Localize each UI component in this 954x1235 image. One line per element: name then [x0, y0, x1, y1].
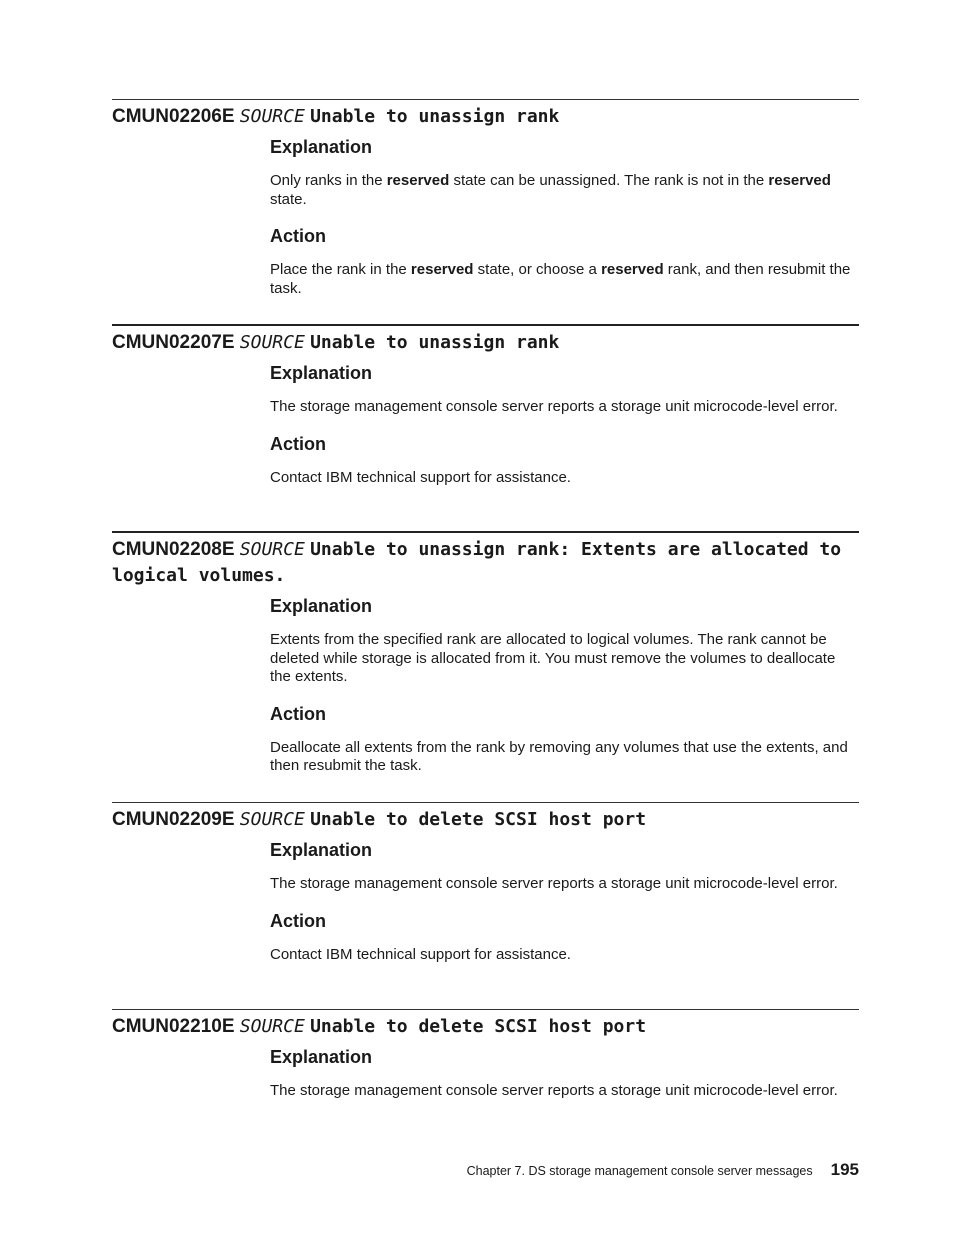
divider	[112, 99, 859, 100]
text-run: The storage management console server reports a storage unit microcode-level error.	[270, 398, 838, 415]
text-run: state.	[270, 190, 307, 208]
message-heading	[112, 330, 859, 356]
chapter-title: Chapter 7. DS storage management console server messages	[466, 1164, 813, 1178]
action-label: Action	[270, 703, 326, 724]
message-heading	[112, 104, 859, 130]
message-heading	[112, 1014, 859, 1040]
divider	[112, 1009, 859, 1010]
message-code: CMUN02210E	[112, 1016, 235, 1037]
message-block-cmun02210e	[112, 1009, 859, 1101]
text-run: Extents from the specified rank are allocated to logical volumes. The rank cannot be deleted while storage is allocated from it. You must remove the volumes to deallocate the extents.	[270, 631, 836, 685]
text-run: Only ranks in the	[270, 172, 387, 189]
action-section	[270, 910, 859, 965]
emphasis-term: reserved	[601, 261, 664, 278]
explanation-text	[270, 631, 859, 687]
action-text	[270, 261, 859, 298]
explanation-text	[270, 1082, 859, 1101]
explanation-section	[270, 839, 859, 894]
message-heading	[112, 537, 859, 589]
action-label: Action	[270, 226, 326, 246]
text-run: state can be unassigned. The rank is not in the	[449, 172, 769, 189]
action-label: Action	[270, 910, 326, 931]
text-run: Deallocate all extents from the rank by removing any volumes that use the extents, and then resubmit the task.	[270, 738, 848, 774]
message-title: Unable to unassign rank: Extents are allocated to logical volumes.	[112, 539, 842, 586]
message-block-cmun02207e	[112, 324, 859, 487]
text-run: The storage management console server reports a storage unit microcode-level error.	[270, 875, 838, 892]
emphasis-term: reserved	[768, 172, 831, 189]
action-section	[270, 433, 859, 488]
action-text	[270, 946, 859, 965]
action-section	[270, 225, 859, 298]
explanation-label: Explanation	[270, 363, 373, 383]
explanation-section	[270, 595, 859, 687]
page-number: 195	[830, 1160, 859, 1179]
text-run: Contact IBM technical support for assistance.	[270, 468, 571, 486]
text-run: Contact IBM technical support for assistance.	[270, 945, 571, 963]
explanation-label: Explanation	[270, 137, 373, 157]
divider	[112, 802, 859, 803]
message-title: Unable to delete SCSI host port	[310, 809, 647, 830]
explanation-label: Explanation	[270, 596, 373, 616]
message-source: SOURCE	[239, 809, 305, 830]
explanation-label: Explanation	[270, 1047, 373, 1067]
message-title: Unable to unassign rank	[310, 332, 560, 353]
explanation-label: Explanation	[270, 840, 373, 860]
action-label: Action	[270, 433, 326, 454]
action-section	[270, 703, 859, 776]
explanation-section	[270, 1046, 859, 1101]
message-source: SOURCE	[239, 539, 305, 560]
message-heading	[112, 807, 859, 833]
message-code: CMUN02208E	[112, 539, 235, 560]
message-source: SOURCE	[239, 106, 305, 127]
text-run: The storage management console server reports a storage unit microcode-level error.	[270, 1082, 838, 1099]
message-code: CMUN02207E	[112, 332, 235, 353]
message-source: SOURCE	[239, 332, 305, 353]
explanation-text	[270, 172, 859, 209]
action-text	[270, 469, 859, 488]
message-title: Unable to unassign rank	[310, 106, 560, 127]
message-code: CMUN02206E	[112, 106, 235, 127]
text-run: rank, and then resubmit the task.	[270, 261, 851, 297]
explanation-section	[270, 362, 859, 417]
page-footer	[467, 1160, 859, 1180]
message-block-cmun02208e	[112, 531, 859, 776]
text-run: Place the rank in the	[270, 261, 411, 278]
explanation-section	[270, 136, 859, 209]
divider	[112, 324, 859, 326]
explanation-text	[270, 875, 859, 894]
message-block-cmun02209e	[112, 802, 859, 964]
emphasis-term: reserved	[410, 261, 474, 278]
message-block-cmun02206e	[112, 99, 859, 298]
text-run: state, or choose a	[473, 261, 602, 278]
message-title: Unable to delete SCSI host port	[310, 1016, 647, 1037]
message-source: SOURCE	[239, 1016, 305, 1037]
emphasis-term: reserved	[386, 172, 450, 189]
explanation-text	[270, 398, 859, 417]
action-text	[270, 739, 859, 776]
divider	[112, 531, 859, 533]
message-code: CMUN02209E	[112, 809, 235, 830]
